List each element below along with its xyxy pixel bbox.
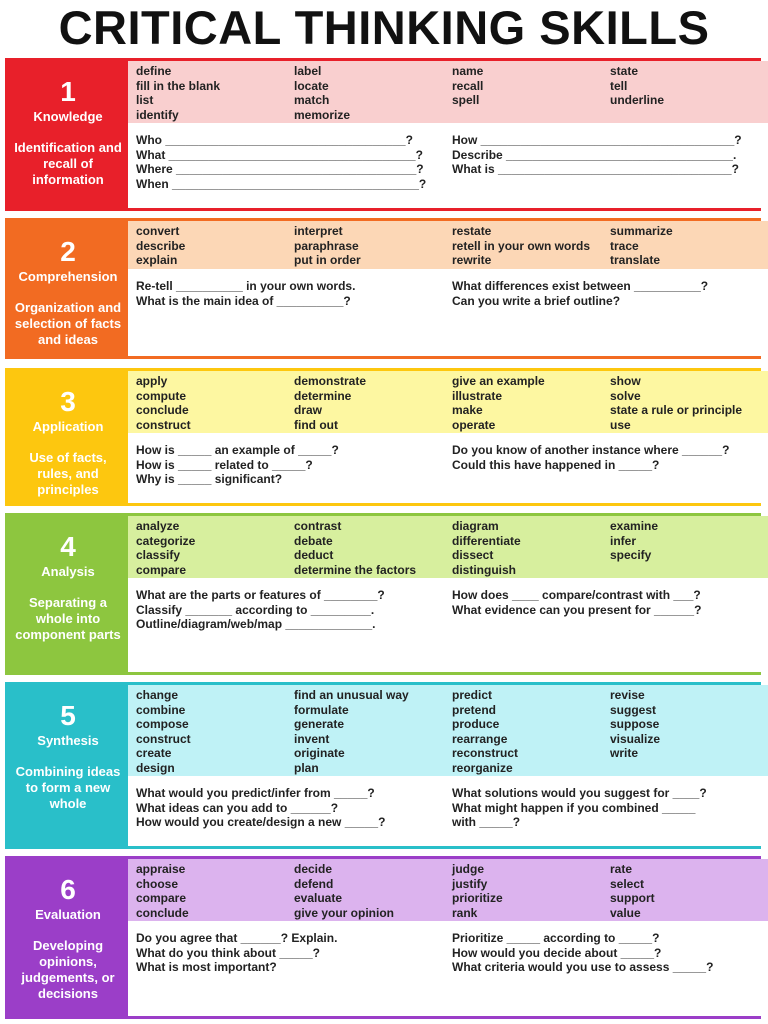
verb-item: use xyxy=(610,417,631,432)
level-content xyxy=(128,859,768,1016)
level-content xyxy=(128,685,768,846)
level-content xyxy=(128,221,768,356)
verb-item: visualize xyxy=(610,731,661,746)
verb-item: write xyxy=(610,746,639,761)
question-stem: What is most important? xyxy=(136,960,277,975)
verb-item: recall xyxy=(452,78,484,93)
verb-item: apply xyxy=(136,374,168,388)
verb-item: put in order xyxy=(294,253,361,268)
question-stem: How would you create/design a new _____? xyxy=(136,815,386,830)
verb-item: design xyxy=(136,760,175,775)
question-stem: What is ___________________________________? xyxy=(452,162,739,177)
question-stems xyxy=(128,123,768,208)
verb-item: justify xyxy=(452,876,488,891)
level-label-column xyxy=(8,685,128,846)
question-column xyxy=(452,133,768,208)
question-stem: What might happen if you combined _____ xyxy=(452,800,696,815)
verb-item: interpret xyxy=(294,224,343,238)
level-6-panel xyxy=(5,856,761,1019)
verb-item: trace xyxy=(610,238,639,253)
verb-item: categorize xyxy=(136,533,196,548)
verb-item: state xyxy=(610,64,639,78)
verb-item: compare xyxy=(136,891,187,906)
verb-item: state a rule or principle xyxy=(610,403,743,418)
verb-item: specify xyxy=(610,548,652,563)
verb-item: suppose xyxy=(610,717,660,732)
verb-item: locate xyxy=(294,78,329,93)
verb-item: reconstruct xyxy=(452,746,519,761)
verb-item: demonstrate xyxy=(294,374,367,388)
question-stem: Classify _______ according to _________. xyxy=(136,602,375,617)
level-1-panel xyxy=(5,58,761,211)
verb-list xyxy=(128,685,768,776)
verb-item: convert xyxy=(136,224,180,238)
verb-item: analyze xyxy=(136,519,180,533)
question-stem: Prioritize _____ according to _____? xyxy=(452,931,660,945)
verb-item: distinguish xyxy=(452,562,516,577)
verb-item: illustrate xyxy=(452,388,503,403)
level-number: 1 xyxy=(60,76,76,107)
verb-item: solve xyxy=(610,388,641,403)
question-stem: What _____________________________________? xyxy=(136,147,423,162)
level-label-column xyxy=(8,859,128,1016)
verb-item: compute xyxy=(136,388,187,403)
level-number: 2 xyxy=(60,236,76,267)
verb-item: combine xyxy=(136,702,186,717)
level-label-column xyxy=(8,61,128,208)
question-stems xyxy=(128,578,768,672)
question-column xyxy=(136,133,452,208)
verb-item: choose xyxy=(136,876,179,891)
question-stem: Do you agree that ______? Explain. xyxy=(136,931,338,945)
page-title: CRITICAL THINKING SKILLS xyxy=(58,1,710,54)
level-content xyxy=(128,516,768,672)
level-4-panel xyxy=(5,513,761,675)
verb-item: debate xyxy=(294,533,333,548)
verb-item: dissect xyxy=(452,548,494,563)
level-description: Identification and recall of information xyxy=(14,140,122,187)
question-column xyxy=(452,931,768,1016)
verb-item: list xyxy=(136,93,154,108)
question-stem: How is _____ related to _____? xyxy=(136,457,313,472)
question-stem: How ______________________________________? xyxy=(452,133,742,147)
verb-item: construct xyxy=(136,417,191,432)
verb-item: rank xyxy=(452,905,478,920)
verb-item: contrast xyxy=(294,519,342,533)
level-name: Analysis xyxy=(41,564,95,579)
question-column xyxy=(452,588,768,672)
question-stem: Describe __________________________________. xyxy=(452,147,737,162)
question-column xyxy=(136,443,452,503)
verb-item: differentiate xyxy=(452,533,521,548)
verb-item: support xyxy=(610,891,655,906)
verb-item: describe xyxy=(136,238,186,253)
level-name: Knowledge xyxy=(33,109,103,124)
verb-item: examine xyxy=(610,519,659,533)
question-stem: What is the main idea of __________? xyxy=(136,293,351,308)
level-number: 4 xyxy=(60,531,76,562)
verb-item xyxy=(610,108,768,123)
question-stem: When _____________________________________? xyxy=(136,176,427,191)
verb-item: operate xyxy=(452,417,496,432)
verb-item: name xyxy=(452,64,484,78)
verb-item: memorize xyxy=(294,107,351,122)
verb-item: retell in your own words xyxy=(452,238,591,253)
verb-item: translate xyxy=(610,253,661,268)
level-3-panel xyxy=(5,368,761,506)
verb-list xyxy=(128,859,768,921)
question-stems xyxy=(128,433,768,503)
verb-item: explain xyxy=(136,253,178,268)
verb-item xyxy=(610,761,768,776)
verb-item: construct xyxy=(136,731,191,746)
verb-item: rate xyxy=(610,862,633,876)
level-number: 5 xyxy=(60,700,76,731)
verb-item: change xyxy=(136,688,179,702)
question-stem: Who ____________________________________? xyxy=(136,133,413,147)
question-stem: What evidence can you present for ______? xyxy=(452,602,702,617)
verb-list xyxy=(128,221,768,269)
verb-item: pretend xyxy=(452,702,497,717)
verb-item: suggest xyxy=(610,702,657,717)
level-label-column xyxy=(8,371,128,503)
level-number: 3 xyxy=(60,386,76,417)
question-stem: What are the parts or features of ________? xyxy=(136,588,385,602)
verb-item: determine xyxy=(294,388,352,403)
level-name: Application xyxy=(32,419,104,434)
question-stems xyxy=(128,921,768,1016)
question-stem: with _____? xyxy=(452,815,521,830)
question-column xyxy=(136,786,452,846)
question-column xyxy=(136,588,452,672)
level-label-column xyxy=(8,221,128,356)
question-column xyxy=(452,443,768,503)
question-stem: Outline/diagram/web/map _____________. xyxy=(136,617,376,632)
question-stem: Re-tell __________ in your own words. xyxy=(136,279,356,293)
verb-item: invent xyxy=(294,731,330,746)
question-stem: Can you write a brief outline? xyxy=(452,293,621,308)
verb-item: create xyxy=(136,746,172,761)
verb-item: formulate xyxy=(294,702,349,717)
verb-item: find an unusual way xyxy=(294,688,409,702)
level-description: Combining ideas to form a new whole xyxy=(15,764,121,811)
verb-item: diagram xyxy=(452,519,499,533)
verb-item: appraise xyxy=(136,862,186,876)
verb-item: deduct xyxy=(294,548,334,563)
level-label-column xyxy=(8,516,128,672)
question-stem: What would you predict/infer from _____? xyxy=(136,786,375,800)
verb-item: match xyxy=(294,93,330,108)
verb-item: draw xyxy=(294,403,323,418)
question-stems xyxy=(128,269,768,356)
question-stem: What do you think about _____? xyxy=(136,945,321,960)
verb-item: judge xyxy=(452,862,484,876)
verb-item: make xyxy=(452,403,483,418)
level-name: Evaluation xyxy=(35,907,101,922)
verb-item: value xyxy=(610,905,641,920)
verb-item: find out xyxy=(294,417,338,432)
verb-item: infer xyxy=(610,533,637,548)
verb-item: summarize xyxy=(610,224,673,238)
question-stems xyxy=(128,776,768,846)
question-stem: What differences exist between __________? xyxy=(452,279,709,293)
verb-item: generate xyxy=(294,717,345,732)
level-content xyxy=(128,371,768,503)
verb-item: give an example xyxy=(452,374,545,388)
level-description: Organization and selection of facts and ideas xyxy=(14,300,122,347)
verb-item: identify xyxy=(136,107,179,122)
verb-item xyxy=(610,563,768,578)
verb-item: define xyxy=(136,64,172,78)
question-stem: Could this have happened in _____? xyxy=(452,457,660,472)
verb-item: plan xyxy=(294,760,319,775)
level-description: Developing opinions, judgements, or decisions xyxy=(21,938,115,1001)
verb-item: rewrite xyxy=(452,253,492,268)
verb-item: label xyxy=(294,64,322,78)
level-number: 6 xyxy=(60,874,76,905)
verb-item: select xyxy=(610,876,645,891)
verb-item: show xyxy=(610,374,641,388)
question-stem: What solutions would you suggest for ____? xyxy=(452,786,707,800)
verb-item: underline xyxy=(610,93,665,108)
verb-item: compose xyxy=(136,717,189,732)
question-column xyxy=(136,931,452,1016)
verb-list xyxy=(128,61,768,123)
verb-item: classify xyxy=(136,548,181,563)
verb-item: compare xyxy=(136,562,187,577)
verb-item: evaluate xyxy=(294,891,343,906)
verb-item: fill in the blank xyxy=(136,78,221,93)
verb-item: originate xyxy=(294,746,345,761)
level-content xyxy=(128,61,768,208)
verb-item: paraphrase xyxy=(294,238,359,253)
verb-item: conclude xyxy=(136,905,189,920)
verb-item: restate xyxy=(452,224,492,238)
question-column xyxy=(452,279,768,356)
verb-item: rearrange xyxy=(452,731,508,746)
question-stem: How would you decide about _____? xyxy=(452,945,662,960)
verb-item: produce xyxy=(452,717,500,732)
question-stem: How does ____ compare/contrast with ___? xyxy=(452,588,701,602)
question-stem: How is _____ an example of _____? xyxy=(136,443,339,457)
verb-item xyxy=(452,108,610,123)
verb-item: prioritize xyxy=(452,891,503,906)
verb-item: give your opinion xyxy=(294,905,395,920)
level-name: Synthesis xyxy=(37,733,99,748)
question-column xyxy=(452,786,768,846)
question-stem: Do you know of another instance where ______? xyxy=(452,443,730,457)
question-stem: Why is _____ significant? xyxy=(136,472,283,487)
question-stem: What ideas can you add to ______? xyxy=(136,800,339,815)
question-stem: What criteria would you use to assess _____? xyxy=(452,960,714,975)
level-2-panel xyxy=(5,218,761,359)
level-description: Use of facts, rules, and principles xyxy=(29,450,107,497)
verb-item: reorganize xyxy=(452,760,513,775)
verb-item: defend xyxy=(294,876,334,891)
verb-item: tell xyxy=(610,78,628,93)
verb-item: revise xyxy=(610,688,645,702)
verb-list xyxy=(128,371,768,433)
level-name: Comprehension xyxy=(18,269,118,284)
verb-item: conclude xyxy=(136,403,189,418)
question-column xyxy=(136,279,452,356)
verb-list xyxy=(128,516,768,578)
level-description: Separating a whole into component parts xyxy=(15,595,121,642)
verb-item: determine the factors xyxy=(294,562,417,577)
verb-item: predict xyxy=(452,688,493,702)
verb-item: decide xyxy=(294,862,333,876)
level-5-panel xyxy=(5,682,761,849)
verb-item: spell xyxy=(452,93,480,108)
question-stem: Where ____________________________________? xyxy=(136,162,424,177)
